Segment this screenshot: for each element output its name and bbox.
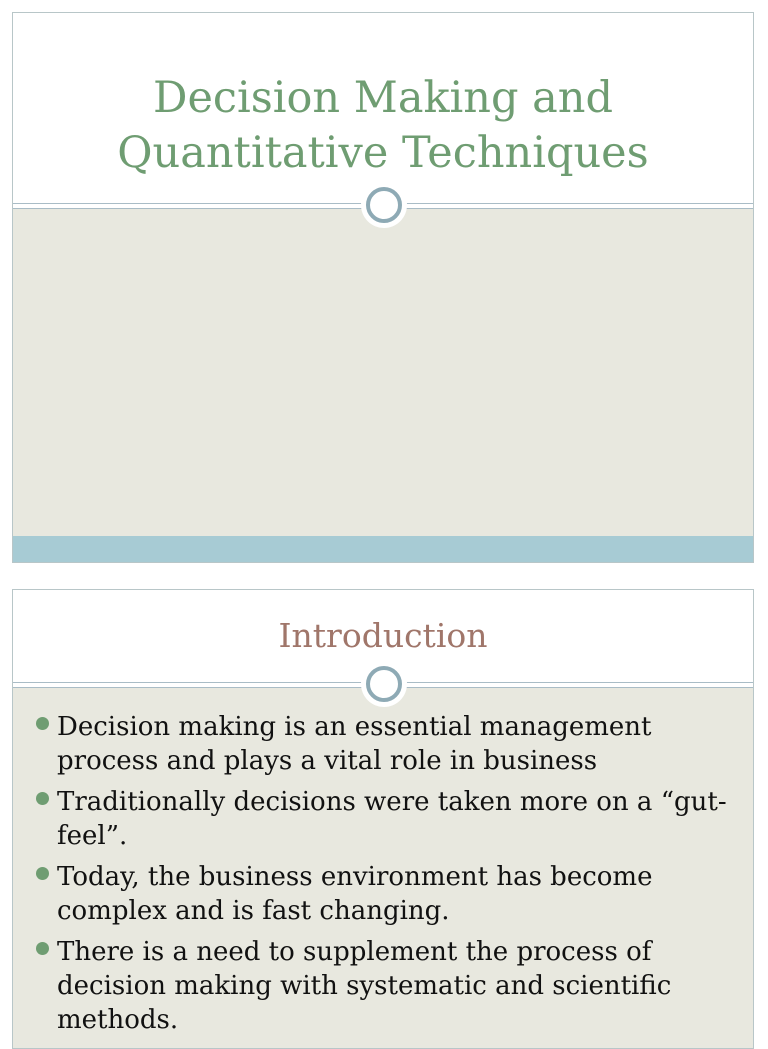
bullet-dot-icon	[36, 792, 49, 805]
bullet-dot-icon	[36, 867, 49, 880]
bullet-text: There is a need to supplement the process of decision making with systematic and scientific methods.	[57, 937, 672, 1035]
bullet-text: Decision making is an essential management process and plays a vital role in business	[57, 712, 652, 776]
introduction-slide	[12, 589, 754, 1049]
bullet-item	[13, 860, 753, 928]
slide-heading: Introduction	[278, 616, 488, 655]
circle-ornament-icon	[366, 666, 402, 702]
bullet-item	[13, 935, 753, 1037]
bullet-item	[13, 785, 753, 853]
bullet-text: Today, the business environment has become complex and is fast changing.	[57, 862, 653, 926]
slide-title	[13, 71, 753, 181]
bullet-text: Traditionally decisions were taken more on a “gut-feel”.	[57, 787, 727, 851]
bullet-item	[13, 710, 753, 778]
footer-accent-bar	[13, 536, 753, 563]
slide-title-line-1: Decision Making and	[152, 73, 614, 123]
bullet-list	[13, 710, 753, 1044]
circle-ornament-icon	[366, 187, 402, 223]
bullet-dot-icon	[36, 717, 49, 730]
bullet-dot-icon	[36, 942, 49, 955]
title-slide	[12, 12, 754, 563]
slide-title-line-2: Quantitative Techniques	[117, 128, 649, 178]
